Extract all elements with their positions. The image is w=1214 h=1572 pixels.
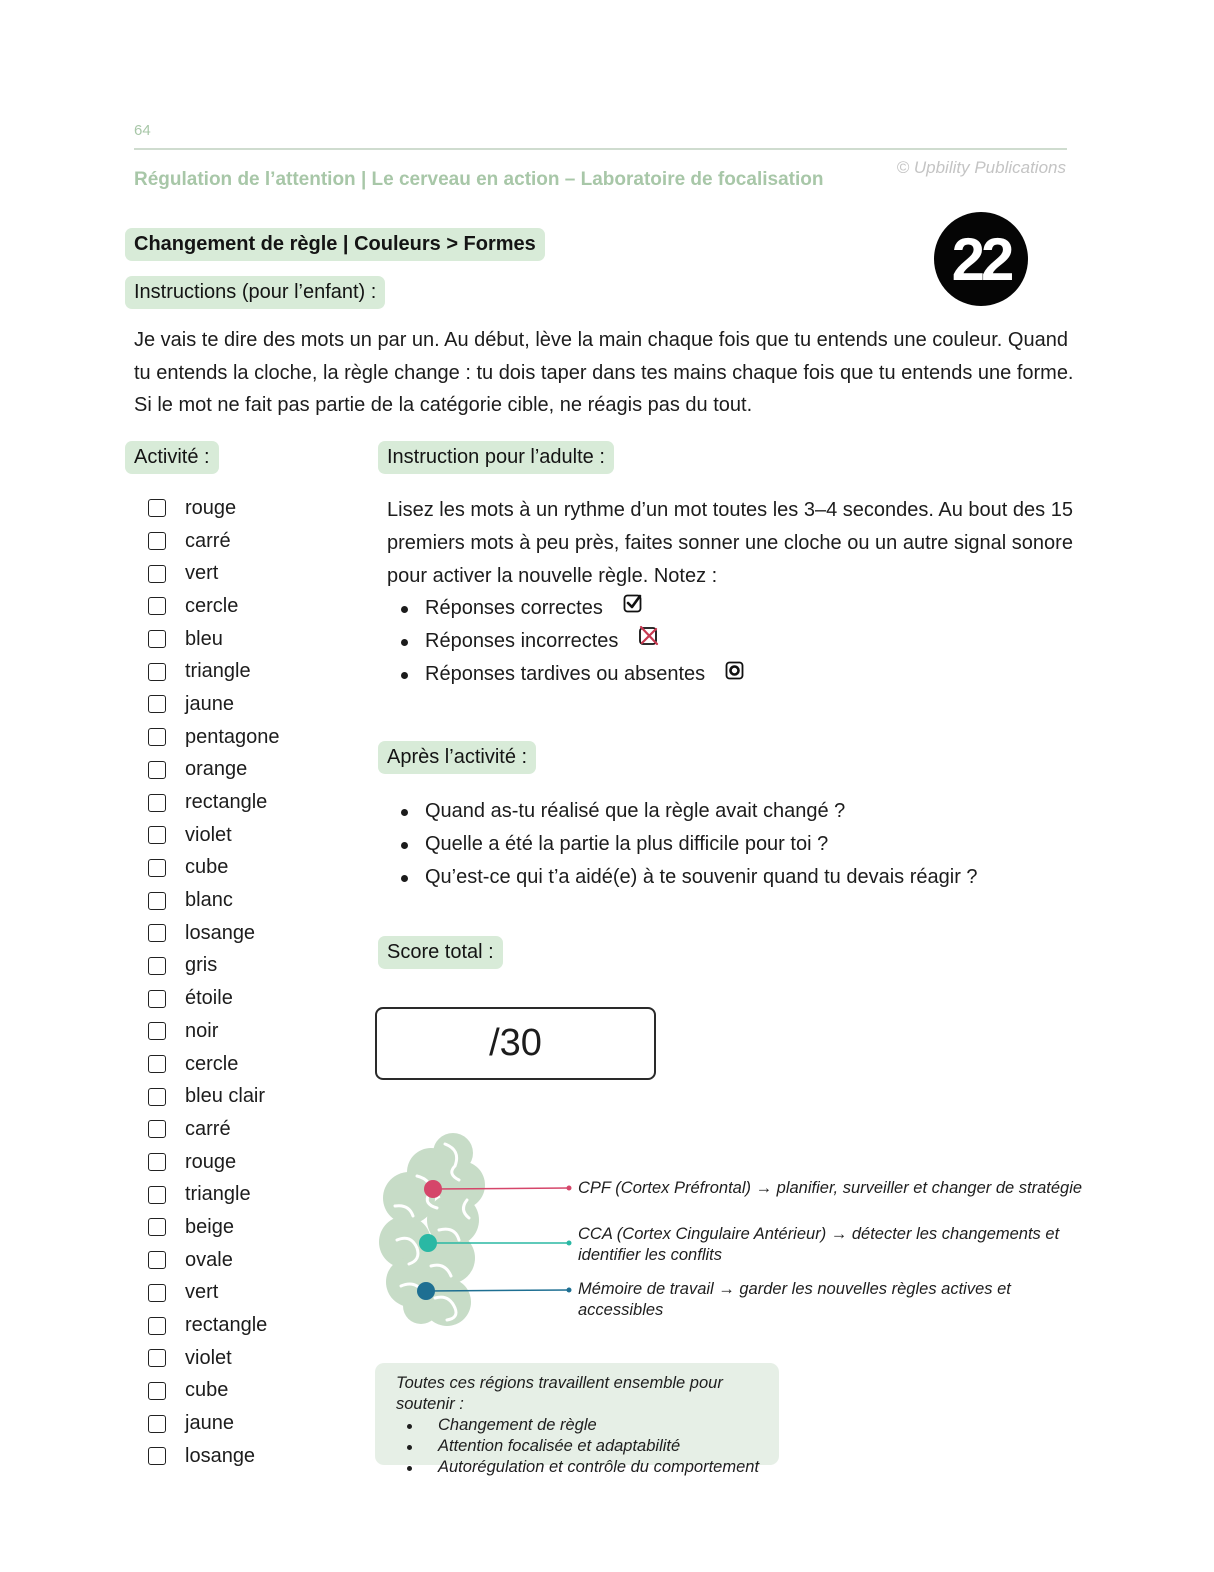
word-item [148, 1342, 280, 1375]
word-label: triangle [185, 660, 251, 683]
score-max: /30 [489, 1022, 542, 1064]
word-label: rouge [185, 1150, 237, 1173]
word-label: noir [185, 1019, 219, 1042]
word-checkbox[interactable] [148, 1153, 166, 1171]
word-item [148, 721, 280, 754]
question-item: Qu’est-ce qui t’a aidé(e) à te souvenir quand tu devais réagir ? [387, 861, 978, 894]
word-checkbox[interactable] [148, 990, 166, 1008]
word-label: beige [185, 1215, 234, 1238]
word-label: bleu [185, 627, 223, 650]
word-item [148, 1244, 280, 1277]
summary-item: Autorégulation et contrôle du comportement [396, 1457, 769, 1478]
word-label: étoile [185, 987, 233, 1010]
instructions-text: Je vais te dire des mots un par un. Au début, lève la main chaque fois que tu entends une couleur. Quand tu entends la cloche, la règle change : tu dois taper dans tes mains chaque fois que tu entends une forme. Si le mot ne fait pas partie de la catégorie cible, ne réagis pas du tout. [134, 329, 1074, 416]
word-checkbox[interactable] [148, 1284, 166, 1302]
word-item [148, 1015, 280, 1048]
word-checkbox[interactable] [148, 1022, 166, 1040]
word-item [148, 819, 280, 852]
word-checkbox[interactable] [148, 532, 166, 550]
word-checkbox[interactable] [148, 1120, 166, 1138]
word-item [148, 754, 280, 787]
word-item [148, 884, 280, 917]
word-item [148, 982, 280, 1015]
word-label: cercle [185, 594, 239, 617]
word-item [148, 1146, 280, 1179]
word-label: cube [185, 856, 229, 879]
cpf-region-marker [424, 1180, 442, 1198]
score-field[interactable] [375, 1007, 656, 1080]
region-label-cca: CCA (Cortex Cingulaire Antérieur) → détecter les changements et identifier les conflits [578, 1225, 1060, 1264]
word-item [148, 557, 280, 590]
word-item [148, 688, 280, 721]
working-memory-region-marker [417, 1282, 435, 1300]
word-label: jaune [185, 692, 234, 715]
page-number: 64 [134, 122, 151, 139]
legend-item-incorrect [387, 625, 745, 658]
word-checkbox[interactable] [148, 1382, 166, 1400]
legend-label: Réponses tardives ou absentes [425, 663, 706, 686]
word-checkbox[interactable] [148, 663, 166, 681]
word-item [148, 1211, 280, 1244]
word-item [148, 786, 280, 819]
copyright-notice: © Upbility Publications [896, 158, 1066, 177]
score-label: Score total : [378, 936, 503, 969]
word-label: carré [185, 529, 231, 552]
legend-item-correct [387, 592, 745, 625]
word-checkbox[interactable] [148, 630, 166, 648]
word-checkbox[interactable] [148, 794, 166, 812]
word-label: orange [185, 758, 248, 781]
word-label: losange [185, 921, 256, 944]
word-checkbox[interactable] [148, 1317, 166, 1335]
summary-item: Changement de règle [396, 1415, 769, 1436]
word-checkbox[interactable] [148, 1088, 166, 1106]
legend-label: Réponses incorrectes [425, 630, 619, 653]
word-checkbox[interactable] [148, 1251, 166, 1269]
legend-item-late [387, 658, 745, 691]
word-label: rouge [185, 496, 237, 519]
word-item [148, 1375, 280, 1408]
word-label: cube [185, 1379, 229, 1402]
word-checkbox[interactable] [148, 1055, 166, 1073]
activity-title: Changement de règle | Couleurs > Formes [125, 228, 545, 261]
word-item [148, 590, 280, 623]
word-item [148, 525, 280, 558]
word-checkbox[interactable] [148, 924, 166, 942]
header-divider [134, 148, 1067, 150]
word-label: cercle [185, 1052, 239, 1075]
adult-instruction-label: Instruction pour l’adulte : [378, 441, 614, 474]
scoring-legend [387, 592, 745, 692]
word-label: ovale [185, 1248, 233, 1271]
word-checkbox[interactable] [148, 761, 166, 779]
word-label: pentagone [185, 725, 280, 748]
crossed-box-icon [638, 624, 660, 657]
word-item [148, 1309, 280, 1342]
brain-illustration [375, 1130, 575, 1335]
word-label: violet [185, 1346, 232, 1369]
word-item [148, 1113, 280, 1146]
word-checkbox[interactable] [148, 728, 166, 746]
dot-box-icon [725, 658, 745, 691]
word-list [148, 492, 280, 1473]
word-label: violet [185, 823, 232, 846]
summary-box [375, 1363, 779, 1476]
legend-label: Réponses correctes [425, 597, 603, 619]
word-label: rectangle [185, 1314, 268, 1337]
word-item [148, 950, 280, 983]
word-label: rectangle [185, 791, 268, 814]
word-checkbox[interactable] [148, 597, 166, 615]
summary-intro: Toutes ces régions travaillent ensemble pour soutenir : [396, 1374, 723, 1413]
word-checkbox[interactable] [148, 1415, 166, 1433]
word-item [148, 492, 280, 525]
word-checkbox[interactable] [148, 565, 166, 583]
word-item [148, 1080, 280, 1113]
question-item: Quelle a été la partie la plus difficile pour toi ? [387, 828, 978, 861]
word-checkbox[interactable] [148, 695, 166, 713]
word-checkbox[interactable] [148, 1218, 166, 1236]
word-label: bleu clair [185, 1085, 266, 1108]
word-item [148, 1277, 280, 1310]
word-label: blanc [185, 889, 233, 912]
summary-list [396, 1415, 769, 1478]
word-label: jaune [185, 1412, 234, 1435]
word-label: gris [185, 954, 218, 977]
activity-label: Activité : [125, 441, 219, 474]
word-item [148, 623, 280, 656]
running-title: Régulation de l’attention | Le cerveau en action – Laboratoire de focalisation [134, 169, 824, 190]
word-item [148, 1407, 280, 1440]
word-label: vert [185, 562, 219, 585]
word-label: carré [185, 1117, 231, 1140]
summary-item: Attention focalisée et adaptabilité [396, 1436, 769, 1457]
word-item [148, 852, 280, 885]
word-checkbox[interactable] [148, 826, 166, 844]
cca-region-marker [419, 1234, 437, 1252]
word-item [148, 655, 280, 688]
word-checkbox[interactable] [148, 1447, 166, 1465]
word-item [148, 1440, 280, 1473]
region-label-cpf: CPF (Cortex Préfrontal) → planifier, surveiller et changer de stratégie [578, 1179, 1083, 1197]
word-checkbox[interactable] [148, 957, 166, 975]
after-activity-label: Après l’activité : [378, 741, 536, 774]
word-label: losange [185, 1444, 256, 1467]
word-checkbox[interactable] [148, 499, 166, 517]
word-checkbox[interactable] [148, 892, 166, 910]
word-label: triangle [185, 1183, 251, 1206]
word-checkbox[interactable] [148, 1349, 166, 1367]
word-item [148, 1178, 280, 1211]
adult-instruction-text: Lisez les mots à un rythme d’un mot toutes les 3–4 secondes. Au bout des 15 premiers mots à peu près, faites sonner une cloche ou un autre signal sonore pour activer la nouvelle règle. Notez : [387, 499, 1073, 587]
reflection-questions [387, 795, 978, 894]
region-label-working-memory: Mémoire de travail → garder les nouvelles règles actives et accessibles [578, 1280, 1011, 1319]
checked-box-icon [623, 591, 643, 624]
word-label: vert [185, 1281, 219, 1304]
activity-number-badge: 22 [934, 212, 1028, 306]
word-item [148, 917, 280, 950]
instructions-label: Instructions (pour l’enfant) : [125, 276, 385, 309]
word-checkbox[interactable] [148, 859, 166, 877]
question-item: Quand as-tu réalisé que la règle avait changé ? [387, 795, 978, 828]
word-item [148, 1048, 280, 1081]
word-checkbox[interactable] [148, 1186, 166, 1204]
